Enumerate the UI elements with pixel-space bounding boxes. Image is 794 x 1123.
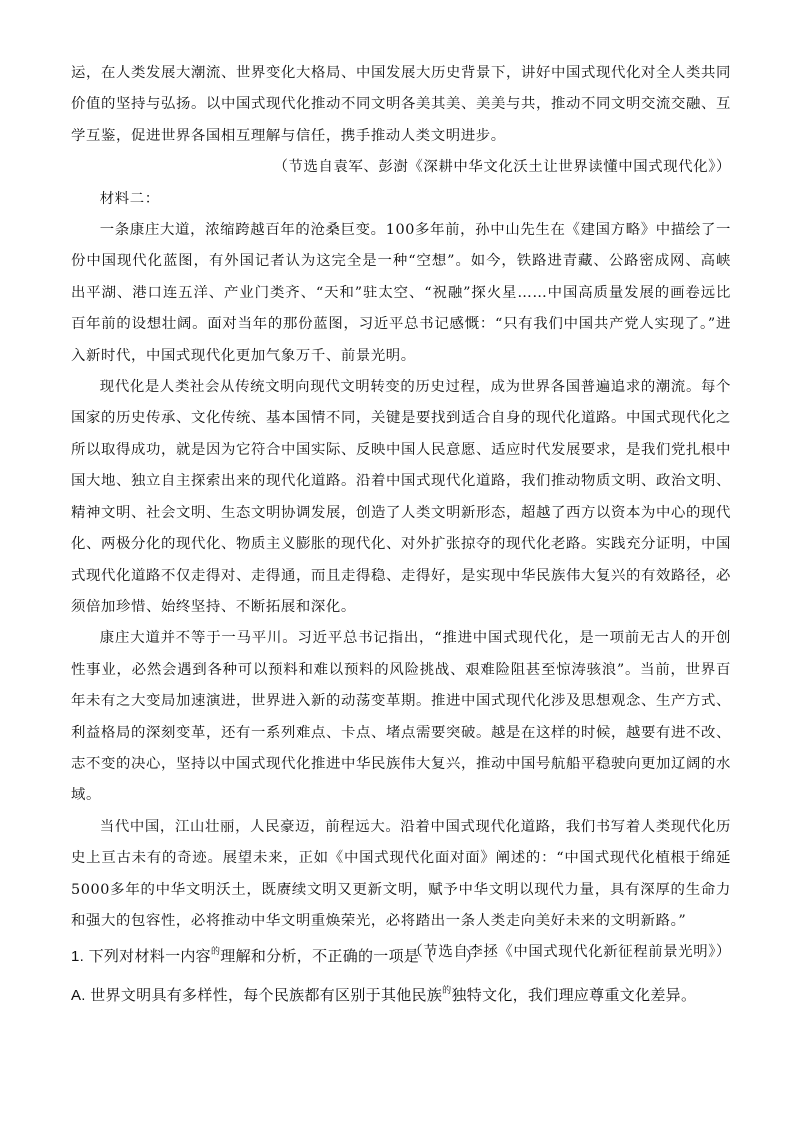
article-body [71,58,731,969]
material2-heading: 材料二： [99,190,160,207]
option-a-de: 的 [442,985,452,995]
question-1-option-a [71,983,731,1005]
material2-paragraph-1: 一条康庄大道，浓缩跨越百年的沧桑巨变。100多年前，孙中山先生在《建国方略》中描绘了一份中国现代化蓝图，有外国记者认为这完全是一种“空想”。如今，铁路进青藏、公路密成网、高峡出平湖、港口连五洋、产业门类齐、“天和”驻太空、“祝融”探火星……中国高质量发展的画卷远比百年前的设想壮阔。面对当年的那份蓝图，习近平总书记感慨：“只有我们中国共产党人实现了。”进入新时代，中国式现代化更加气象万千、前景光明。 [71,222,731,364]
question-stem-de: 的 [210,946,221,956]
question-1-stem [71,944,731,966]
material2-source: （节选自李拯《中国式现代化新征程前景光明》） [408,944,731,961]
option-a-end: 独特文化，我们理应尊重文化差异。 [451,987,697,1004]
material1-source: （节选自袁军、彭澍《深耕中华文化沃土让世界读懂中国式现代化》） [273,159,731,176]
option-a-start: A. 世界文明具有多样性，每个民族都有区别于其他民族 [71,987,443,1004]
material2-paragraph-4: 当代中国，江山壮丽，人民豪迈，前程远大。沿着中国式现代化道路，我们书写着人类现代化历史上亘古未有的奇迹。展望未来，正如《中国式现代化面对面》阐述的：“中国式现代化植根于绵延5000多年的中华文明沃土，既赓续文明又更新文明，赋予中华文明以现代力量，具有深厚的生命力和强大的包容性，必将推动中华文明重焕荣光，必将踏出一条人类走向美好未来的文明新路。” [71,818,731,929]
material2-paragraph-2: 现代化是人类社会从传统文明向现代文明转变的历史过程，成为世界各国普遍追求的潮流。每个国家的历史传承、文化传统、基本国情不同，关键是要找到适合自身的现代化道路。中国式现代化之所以取得成功，就是因为它符合中国实际、反映中国人民意愿、适应时代发展要求，是我们党扎根中国大地、独立自主探索出来的现代化道路。沿着中国式现代化道路，我们推动物质文明、政治文明、精神文明、社会文明、生态文明协调发展，创造了人类文明新形态，超越了西方以资本为中心的现代化、两极分化的现代化、物质主义膨胀的现代化、对外扩张掠夺的现代化老路。实践充分证明，中国式现代化道路不仅走得对、走得通，而且走得稳、走得好，是实现中华民族伟大复兴的有效路径，必须倍加珍惜、始终坚持、不断拓展和深化。 [71,379,731,615]
question-stem-end: 理解和分析，不正确的一项是（ ） [220,948,481,965]
material2-paragraph-3: 康庄大道并不等于一马平川。习近平总书记指出，“推进中国式现代化，是一项前无古人的开创性事业，必然会遇到各种可以预料和难以预料的风险挑战、艰难险阻甚至惊涛骇浪”。当前，世界百年未有之大变局加速演进，世界进入新的动荡变革期。推进中国式现代化涉及思想观念、生产方式、利益格局的深刻变革，还有一系列难点、卡点、堵点需要突破。越是在这样的时候，越要有进不改、志不变的决心，坚持以中国式现代化推进中华民族伟大复兴，推动中国号航船平稳驶向更加辽阔的水域。 [71,630,731,804]
material1-tail-paragraph: 运，在人类发展大潮流、世界变化大格局、中国发展大历史背景下，讲好中国式现代化对全人类共同价值的坚持与弘扬。以中国式现代化推动不同文明各美其美、美美与共，推动不同文明交流交融、互学互鉴，促进世界各国相互理解与信任，携手推动人类文明进步。 [71,65,731,144]
question-stem-start: 1. 下列对材料一内容 [71,948,211,965]
